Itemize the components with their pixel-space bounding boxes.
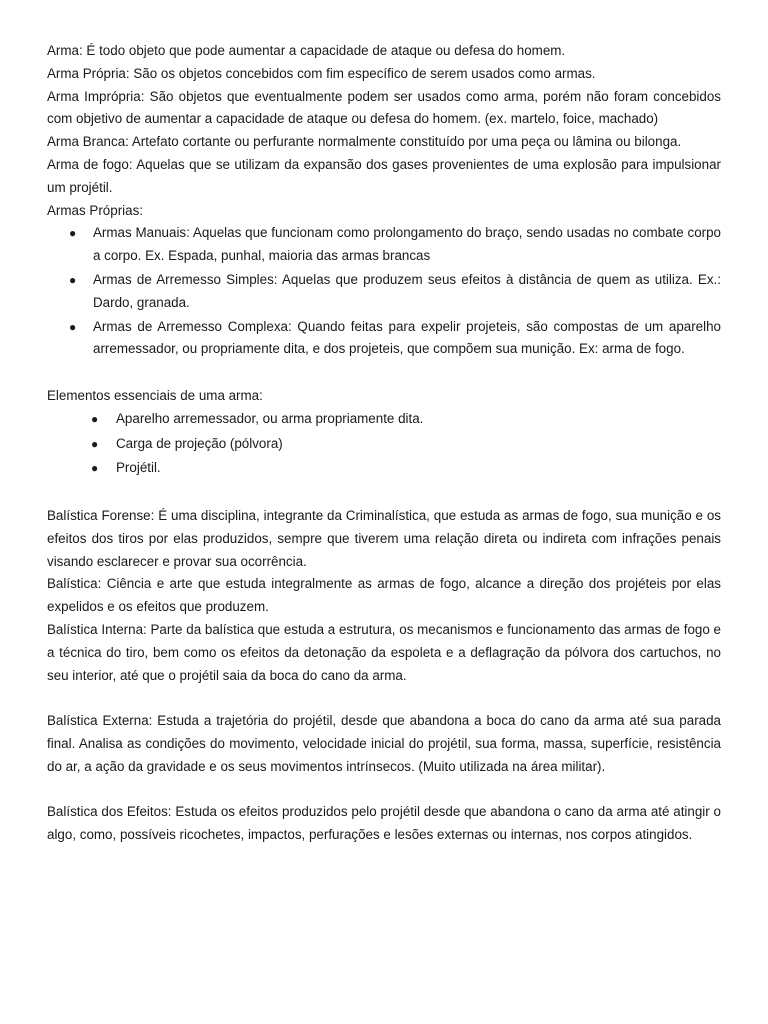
list-item: ● Carga de projeção (pólvora) — [47, 433, 721, 456]
balistica-forense-paragraph: Balística Forense: É uma disciplina, integrante da Criminalística, que estuda as armas de fogo, sua munição e os efeitos dos tiros por elas produzidos, sempre que tiverem uma relação direta ou indireta com infrações penais visando esclarecer e provar sua ocorrência. — [47, 507, 721, 569]
elementos-heading: Elementos essenciais de uma arma: — [47, 387, 263, 403]
balistica-externa-paragraph: Balística Externa: Estuda a trajetória do projétil, desde que abandona a boca do cano da arma até sua parada final. Analisa as condições do movimento, velocidade inicial do projétil, sua forma, massa, superfície, resistência do ar, a ação da gravidade e os seus movimentos intrínsecos. (Muito utilizada na área militar). — [47, 713, 721, 774]
list-item: ● Armas de Arremesso Simples: Aquelas que produzem seus efeitos à distância de quem as utiliza. Ex.: Dardo, granada. — [47, 269, 721, 315]
bullet-icon: ● — [91, 411, 99, 426]
armas-proprias-list — [47, 222, 721, 361]
list-item: ● Armas de Arremesso Complexa: Quando feitas para expelir projeteis, são compostas de um aparelho arremessador, ou propriamente dita, e dos projeteis, que compõem sua munição. Ex: arma de fogo. — [47, 316, 721, 362]
bullet-icon: ● — [69, 226, 77, 241]
definition-arma-branca: Arma Branca: Artefato cortante ou perfurante normalmente constituído por uma peça ou lâmina ou bilonga. — [47, 134, 682, 150]
balistica-efeitos-paragraph: Balística dos Efeitos: Estuda os efeitos produzidos pelo projétil desde que abandona o cano da arma até atingir o algo, como, possíveis ricochetes, impactos, perfurações e lesões externas ou internas, nos corpos atingidos. — [47, 804, 721, 843]
balistica-paragraph: Balística: Ciência e arte que estuda integralmente as armas de fogo, alcance a direção dos projéteis por elas expelidos e os efeitos que produzem. — [47, 576, 721, 615]
definition-arma: Arma: É todo objeto que pode aumentar a capacidade de ataque ou defesa do homem. — [47, 43, 566, 58]
balistica-interna-paragraph: Balística Interna: Parte da balística que estuda a estrutura, os mecanismos e funcionamento das armas de fogo e a técnica do tiro, bem como os efeitos da detonação da espoleta e a deflagração da pólvora dos cartuchos, no seu interior, até que o projétil saia da boca do cano da arma. — [47, 621, 721, 683]
elementos-list — [47, 408, 721, 480]
list-item: ● Armas Manuais: Aquelas que funcionam como prolongamento do braço, sendo usadas no combate corpo a corpo. Ex. Espada, punhal, maioria das armas brancas — [47, 222, 721, 268]
bullet-icon: ● — [91, 461, 99, 476]
definition-arma-de-fogo: Arma de fogo: Aquelas que se utilizam da expansão dos gases provenientes de uma explosão para impulsionar um projétil. — [47, 156, 721, 195]
armas-proprias-heading: Armas Próprias: — [47, 202, 143, 218]
definition-arma-impropria: Arma Imprópria: São objetos que eventualmente podem ser usados como arma, porém não foram concebidos com objetivo de aumentar a capacidade de ataque ou defesa do homem. (ex. martelo, foice, machado) — [47, 88, 721, 127]
list-item: ● Aparelho arremessador, ou arma propriamente dita. — [47, 408, 721, 431]
definition-arma-propria: Arma Própria: São os objetos concebidos com fim específico de serem usados como armas. — [47, 65, 596, 81]
list-item: ● Projétil. — [47, 457, 721, 480]
bullet-icon: ● — [69, 319, 77, 334]
bullet-icon: ● — [91, 436, 99, 451]
bullet-icon: ● — [69, 272, 77, 287]
document-page — [47, 40, 721, 847]
